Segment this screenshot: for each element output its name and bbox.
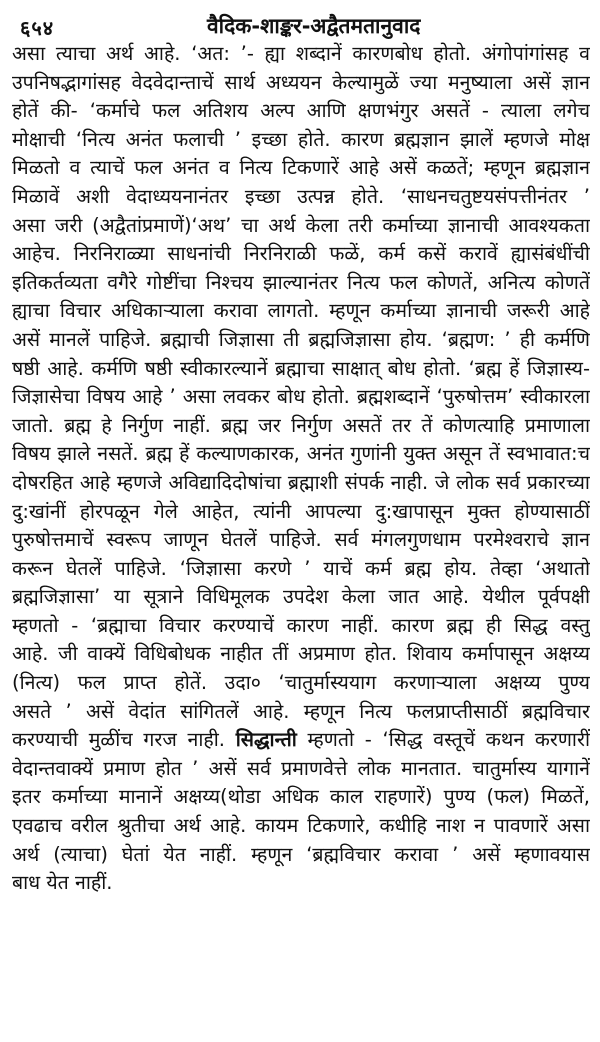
- text-line: असते ’ असें वेदांत सांगितलें आहे. म्हणून नित्य फलप्राप्तीसाठीं ब्रह्मविचार: [12, 699, 590, 723]
- text-segment: म्हणतो - ‘सिद्ध वस्तूचें कथन करणारीं: [296, 728, 590, 752]
- text-line: विषय झाले नसतें. ब्रह्म हें कल्याणकारक, अनंत गुणांनी युक्त असून तें स्वभावात:च: [12, 442, 590, 466]
- text-line: बाध येत नाहीं.: [12, 871, 113, 895]
- text-line: करून घेतलें पाहिजे. ‘जिज्ञासा करणे ’ याचें कर्म ब्रह्म होय. तेव्हा ‘अथातो: [12, 556, 590, 580]
- text-line: जातो. ब्रह्म हे निर्गुण नाहीं. ब्रह्म जर निर्गुण असतें तर तें कोणत्याहि प्रमाणाला: [12, 413, 590, 437]
- text-line: अर्थ (त्याचा) घेतां येत नाहीं. म्हणून ‘ब्रह्मविचार करावा ’ असें म्हणावयास: [12, 842, 590, 866]
- text-line: ब्रह्मजिज्ञासा’ या सूत्राने विधिमूलक उपदेश केला जात आहे. येथील पूर्वपक्षी: [12, 585, 590, 609]
- text-line: दोषरहित आहे म्हणजे अविद्यादिदोषांचा ब्रह्माशी संपर्क नाही. जे लोक सर्व प्रकारच्या: [12, 470, 590, 494]
- text-line: मिळतो व त्याचें फल अनंत व नित्य टिकणारें आहे असें कळतें; म्हणून ब्रह्मज्ञान: [12, 156, 590, 180]
- page-number: ६५४: [20, 16, 55, 40]
- text-line: (नित्य) फल प्राप्त होतें. उदा० ‘चातुर्मास्ययाग करणाऱ्याला अक्षय्य पुण्य: [12, 671, 590, 695]
- text-line: ह्याचा विचार अधिकाऱ्याला करावा लागतो. म्हणून कर्माच्या ज्ञानाची जरूरी आहे: [12, 299, 590, 323]
- text-segment: करण्याची मुळींच गरज नाही.: [12, 728, 236, 752]
- text-line: उपनिषद्भागांसह वेदवेदान्ताचें सार्थ अध्ययन केल्यामुळें ज्या मनुष्याला असें ज्ञान: [12, 70, 590, 94]
- text-line: वेदान्तवाक्यें प्रमाण होत ’ असें सर्व प्रमाणवेत्ते लोक मानतात. चातुर्मास्य यागानें: [12, 756, 590, 780]
- text-line: होतें की- ‘कर्माचे फल अतिशय अल्प आणि क्षणभंगुर असतें - त्याला लगेच: [12, 99, 590, 123]
- text-line: असा जरी (अद्वैतांप्रमाणें)‘अथ’ चा अर्थ केला तरी कर्माच्या ज्ञानाची आवश्यकता: [12, 213, 590, 237]
- text-line: मिळावें अशी वेदाध्ययनानंतर इच्छा उत्पन्न होते. ‘साधनचतुष्टयसंपत्तीनंतर ’: [12, 184, 590, 208]
- text-line: पुरुषोत्तमाचें स्वरूप जाणून घेतलें पाहिजे. सर्व मंगलगुणधाम परमेश्वराचे ज्ञान: [12, 528, 590, 552]
- text-line: म्हणतो - ‘ब्रह्माचा विचार करण्याचें कारण नाहीं. कारण ब्रह्म ही सिद्ध वस्तु: [12, 613, 590, 637]
- text-line: आहे. जी वाक्यें विधिबोधक नाहीत तीं अप्रमाण होत. शिवाय कर्मापासून अक्षय्य: [12, 642, 590, 666]
- text-line: जिज्ञासेचा विषय आहे ’ असा लवकर बोध होतो. ब्रह्मशब्दानें ‘पुरुषोत्तम’ स्वीकारला: [12, 385, 590, 409]
- text-line: इतिकर्तव्यता वगैरे गोष्टींचा निश्चय झाल्यानंतर नित्य फल कोणतें, अनित्य कोणतें: [12, 270, 590, 294]
- text-line: दु:खांनीं होरपळून गेले आहेत, त्यांनी आपल्या दु:खापासून मुक्त होण्यासाठीं: [12, 499, 590, 523]
- text-line: आहेच. निरनिराळ्या साधनांची निरनिराळी फळें, कर्म कसें करावें ह्यासंबंधींची: [12, 242, 590, 266]
- text-line: मोक्षाची ‘नित्य अनंत फलाची ’ इच्छा होते. कारण ब्रह्मज्ञान झालें म्हणजे मोक्ष: [12, 127, 590, 151]
- siddhanti-emphasis: सिद्धान्ती: [235, 728, 297, 752]
- text-line: असा त्याचा अर्थ आहे. ‘अत: ’- ह्या शब्दानें कारणबोध होतो. अंगोपांगांसह व: [12, 42, 590, 65]
- page-header: [12, 10, 590, 40]
- text-line: इतर कर्माच्या मानानें अक्षय्य(थोडा अधिक काल राहणारें) पुण्य (फल) मिळतें,: [12, 785, 590, 809]
- text-line: एवढाच वरील श्रुतीचा अर्थ आहे. कायम टिकणारे, कधीहि नाश न पावणारें असा: [12, 814, 590, 838]
- running-title: वैदिक-शाङ्कर-अद्वैतमतानुवाद: [207, 14, 421, 38]
- text-line: [12, 726, 590, 755]
- text-line: षष्ठी आहे. कर्मणि षष्ठी स्वीकारल्यानें ब्रह्माचा साक्षात् बोध होतो. ‘ब्रह्म हें जिज्ञास्य-: [12, 356, 590, 380]
- text-line: असें मानलें पाहिजे. ब्रह्माची जिज्ञासा ती ब्रह्मजिज्ञासा होय. ‘ब्रह्मण: ’ ही कर्मणि: [12, 327, 590, 351]
- body-text: [12, 40, 590, 898]
